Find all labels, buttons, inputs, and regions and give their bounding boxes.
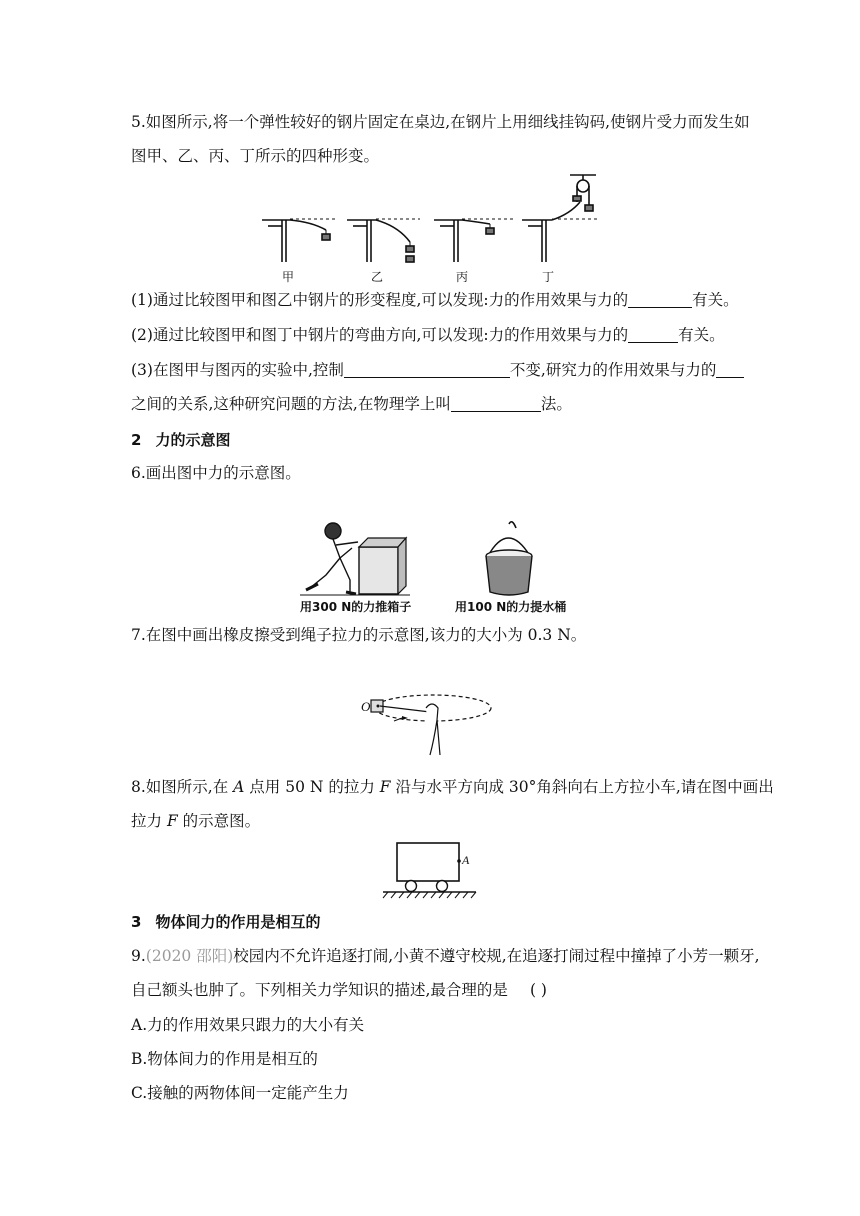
q5-sub3-cont-end: 法。 (540, 395, 572, 413)
section-2-title: 力的示意图 (155, 431, 231, 449)
q8-var-f-2: F (166, 812, 178, 830)
section-3-heading (131, 912, 320, 932)
q6-caption-push: 用300 N的力推箱子 (300, 600, 412, 614)
q9-number: 9. (131, 947, 146, 965)
q5-stem-line1: 5.如图所示,将一个弹性较好的钢片固定在桌边,在钢片上用细线挂钩码,使钢片受力而发生如 (131, 113, 750, 131)
section-3-number: 3 (131, 913, 142, 931)
figure-label-yi: 乙 (371, 270, 384, 284)
q9-option-a: A.力的作用效果只跟力的大小有关 (131, 1016, 365, 1034)
q5-stem-line2: 图甲、乙、丙、丁所示的四种形变。 (131, 147, 380, 165)
q8-text-4: 拉力 (131, 812, 167, 830)
q5-sub1-text: (1)通过比较图甲和图乙中钢片的形变程度,可以发现:力的作用效果与力的 (131, 291, 629, 309)
q7-point-label: O (361, 699, 371, 714)
figure-label-jia: 甲 (282, 270, 295, 284)
q9-text-1: 校园内不允许追逐打闹,小黄不遵守校规,在追逐打闹过程中撞掉了小芳一颗牙, (233, 947, 760, 965)
q6-stem: 6.画出图中力的示意图。 (131, 464, 301, 482)
q9-stem-line2 (131, 980, 547, 1000)
q8-text-3: 沿与水平方向成 30°角斜向右上方拉小车,请在图中画出 (390, 778, 774, 796)
q8-text-2: 点用 50 N 的拉力 (244, 778, 380, 796)
q8-text-5: 的示意图。 (177, 812, 261, 830)
q5-sub3-mid: 不变,研究力的作用效果与力的 (509, 361, 717, 379)
q9-stem-line1 (131, 946, 760, 966)
q8-text-1: 8.如图所示,在 (131, 778, 234, 796)
q9-text-2: 自己额头也肿了。下列相关力学知识的描述,最合理的是 (131, 981, 508, 999)
figure-label-bing: 丙 (456, 270, 469, 284)
q7-stem: 7.在图中画出橡皮擦受到绳子拉力的示意图,该力的大小为 0.3 N。 (131, 626, 587, 644)
q5-sub2-end: 有关。 (678, 326, 725, 344)
q9-source: (2020 邵阳) (145, 947, 234, 965)
q5-sub3-text: (3)在图甲与图丙的实验中,控制 (131, 361, 344, 379)
figure-label-ding: 丁 (542, 270, 555, 284)
q9-option-b: B.物体间力的作用是相互的 (131, 1050, 318, 1068)
q8-point-label: A (462, 853, 470, 867)
q6-caption-bucket: 用100 N的力提水桶 (455, 600, 567, 614)
q9-option-c: C.接触的两物体间一定能产生力 (131, 1084, 349, 1102)
q8-var-a: A (233, 778, 245, 796)
q5-sub2-text: (2)通过比较图甲和图丁中钢片的弯曲方向,可以发现:力的作用效果与力的 (131, 326, 629, 344)
q9-answer-paren[interactable]: ( ) (529, 981, 547, 999)
q5-sub1-end: 有关。 (692, 291, 739, 309)
q8-var-f: F (379, 778, 391, 796)
q5-sub3-cont-text: 之间的关系,这种研究问题的方法,在物理学上叫 (131, 395, 451, 413)
section-2-number: 2 (131, 431, 142, 449)
section-3-title: 物体间力的作用是相互的 (155, 913, 321, 931)
